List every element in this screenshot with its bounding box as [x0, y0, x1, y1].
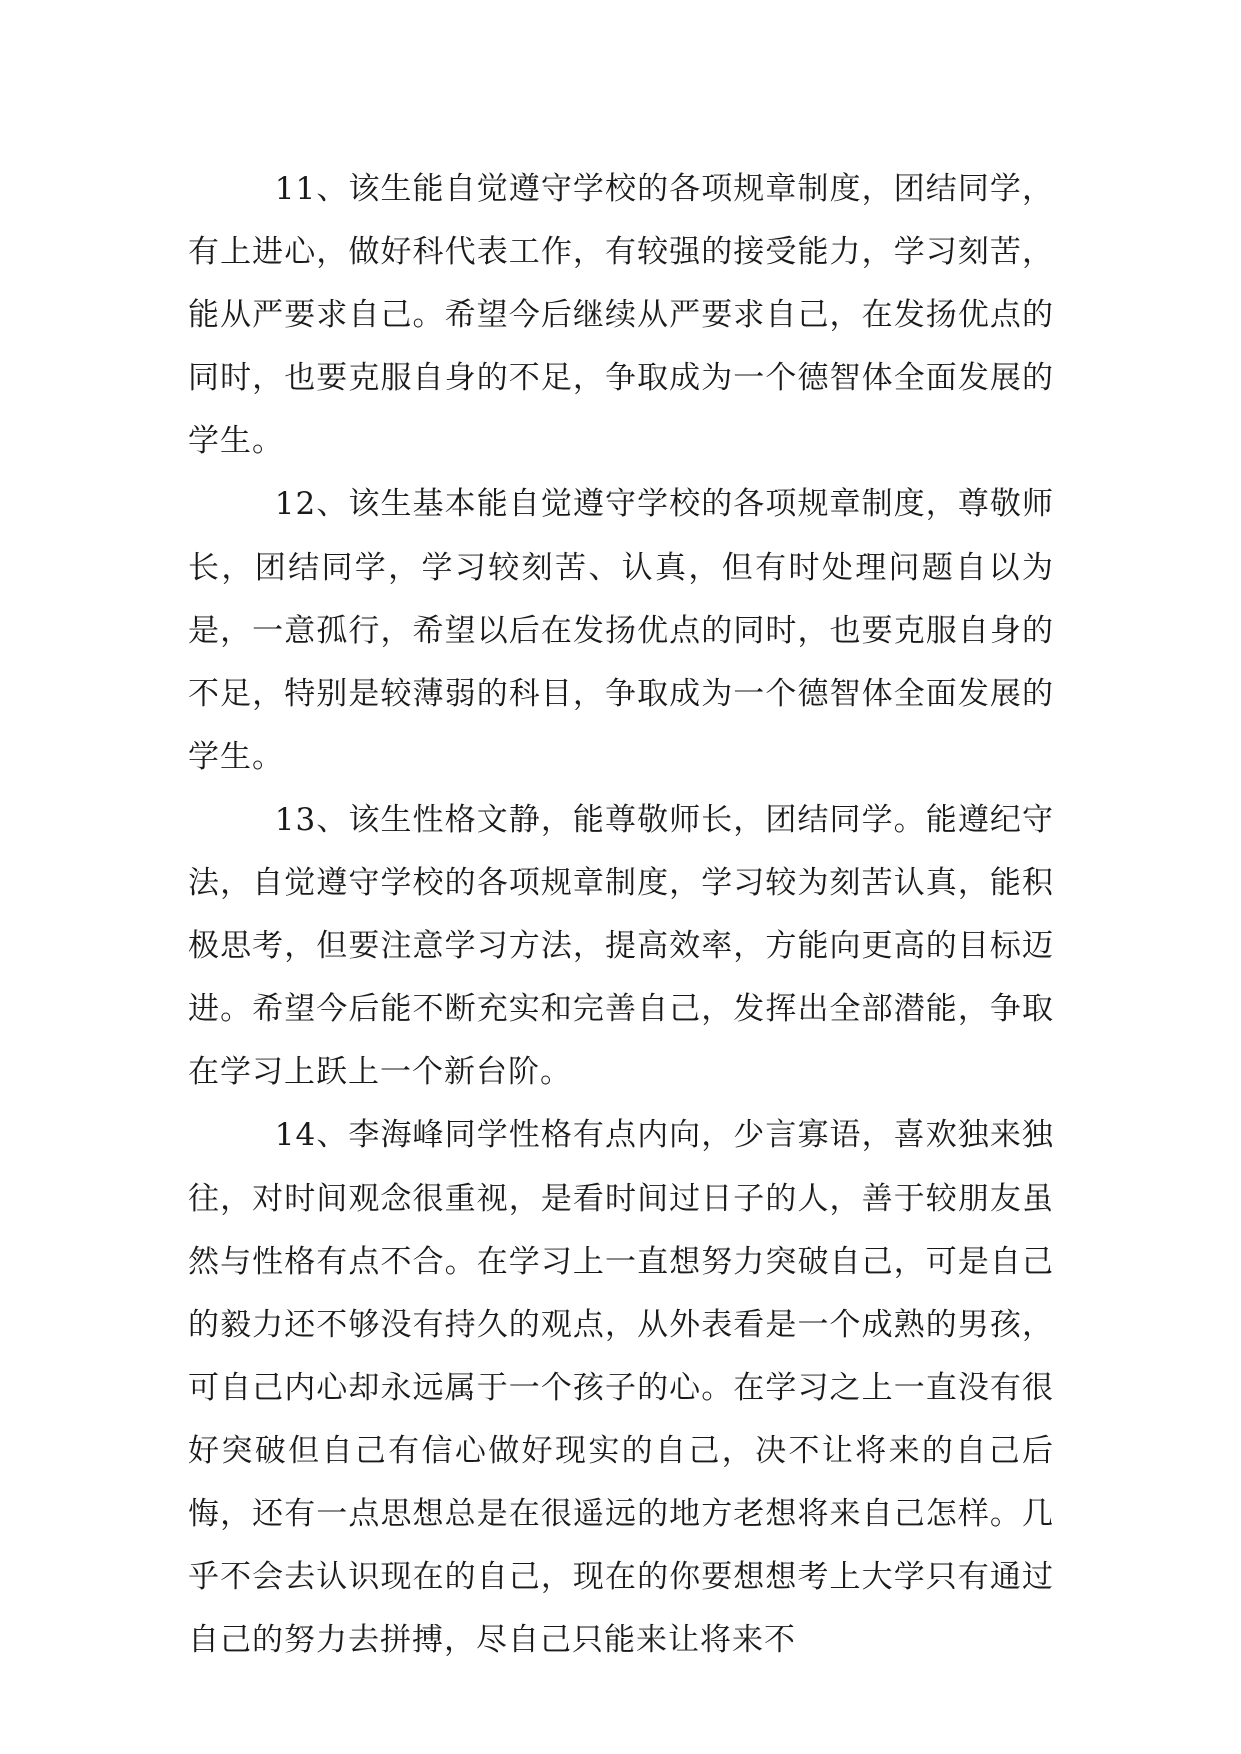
document-body [188, 158, 1054, 1672]
comment-paragraph-13: 13、该生性格文静，能尊敬师长，团结同学。能遵纪守法，自觉遵守学校的各项规章制度，学习较为刻苦认真，能积极思考，但要注意学习方法，提高效率，方能向更高的目标迈进。希望今后能不断充实和完善自己，发挥出全部潜能，争取在学习上跃上一个新台阶。 [188, 801, 1054, 1091]
comment-paragraph-11: 11、该生能自觉遵守学校的各项规章制度，团结同学，有上进心，做好科代表工作，有较强的接受能力，学习刻苦，能从严要求自己。希望今后继续从严要求自己，在发扬优点的同时，也要克服自身的不足，争取成为一个德智体全面发展的学生。 [188, 171, 1054, 460]
comment-paragraph-14: 14、李海峰同学性格有点内向，少言寡语，喜欢独来独往，对时间观念很重视，是看时间过日子的人，善于较朋友虽然与性格有点不合。在学习上一直想努力突破自己，可是自己的毅力还不够没有持久的观点，从外表看是一个成熟的男孩，可自己内心却永远属于一个孩子的心。在学习之上一直没有很好突破但自己有信心做好现实的自己，决不让将来的自己后悔，还有一点思想总是在很遥远的地方老想将来自己怎样。几乎不会去认识现在的自己，现在的你要想想考上大学只有通过自己的努力去拼搏，尽自己只能来让将来不 [188, 1117, 1054, 1659]
comment-paragraph-12: 12、该生基本能自觉遵守学校的各项规章制度，尊敬师长，团结同学，学习较刻苦、认真，但有时处理问题自以为是，一意孤行，希望以后在发扬优点的同时，也要克服自身的不足，特别是较薄弱的科目，争取成为一个德智体全面发展的学生。 [188, 486, 1054, 775]
